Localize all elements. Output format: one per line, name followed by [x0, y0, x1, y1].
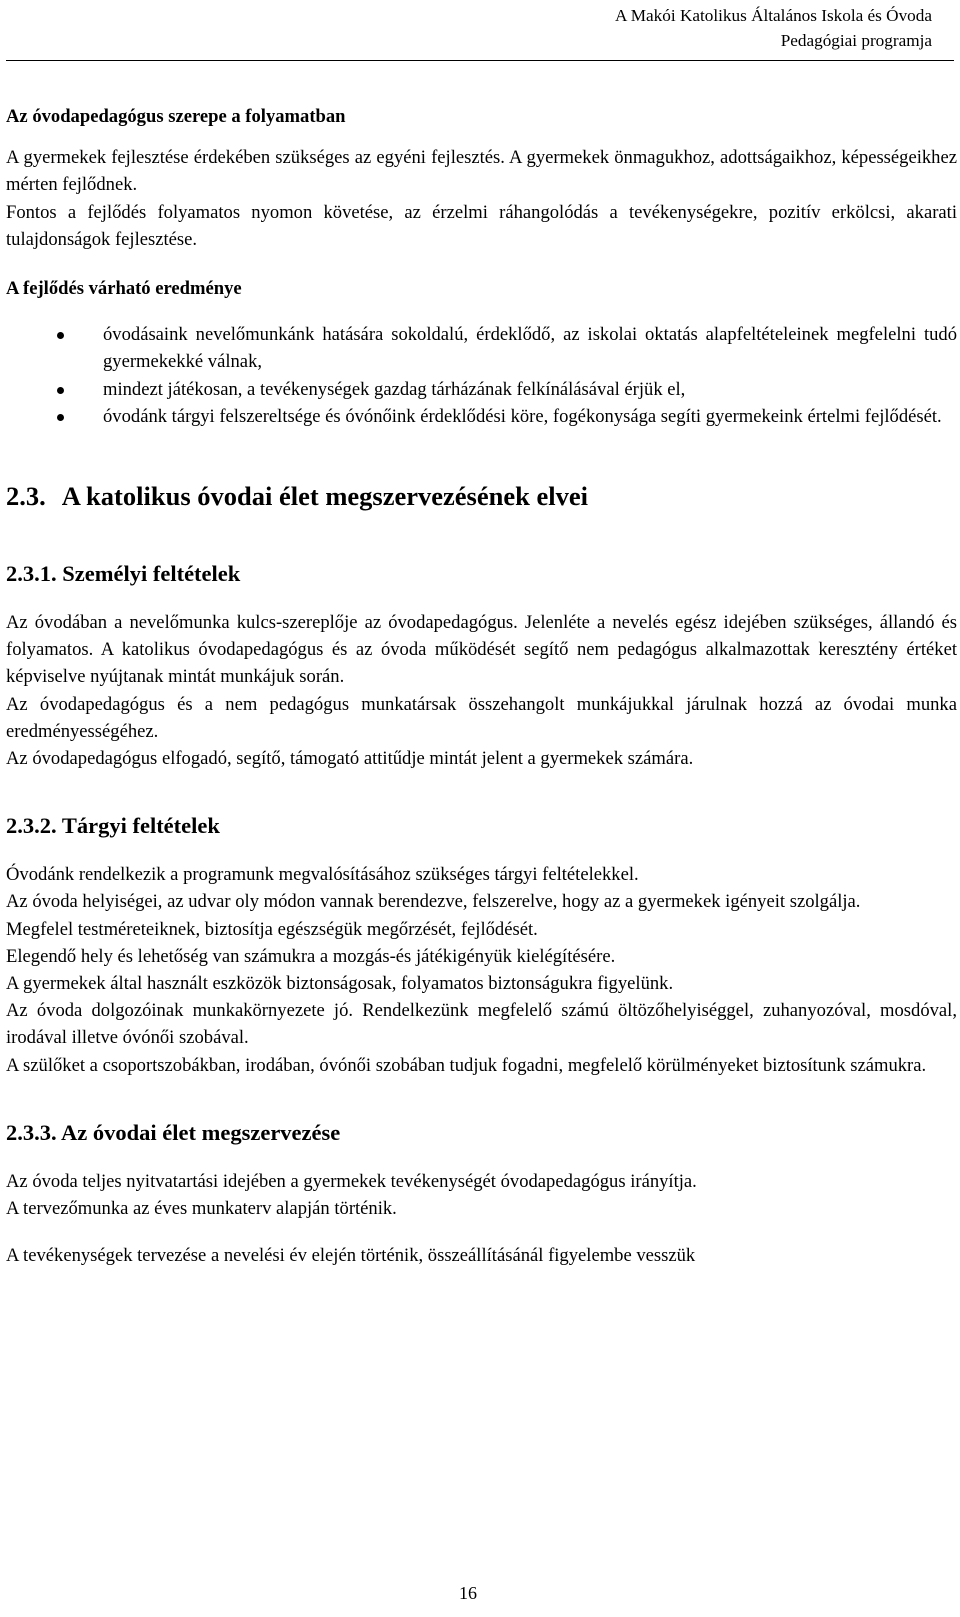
subsection-title: Személyi feltételek — [62, 561, 241, 587]
bullet-icon — [57, 387, 64, 394]
material-paragraph-1: Óvodánk rendelkezik a programunk megvalósításához szükséges tárgyi feltételekkel. — [6, 864, 639, 886]
material-paragraph-3: Megfelel testméreteiknek, biztosítja egészségük megőrzését, fejlődését. — [6, 918, 538, 940]
material-paragraph-5: A gyermekek által használt eszközök biztonságosak, folyamatos biztonságukra figyelünk. — [6, 973, 674, 995]
list-item-text: mindezt játékosan, a tevékenységek gazdag tárházának felkínálásával érjük el, — [103, 378, 686, 400]
list-item-text: óvodásaink nevelőmunkánk hatására sokoldalú, érdeklődő, az iskolai oktatás alapfeltételeinek megfelelni tudó gyermekekké válnak, — [103, 324, 957, 373]
section-title: A katolikus óvodai élet megszervezésének elvei — [61, 481, 588, 512]
page-number: 16 — [459, 1583, 477, 1603]
material-paragraph-6: Az óvoda dolgozóinak munkakörnyezete jó. Rendelkezünk megfelelő számú öltözőhelyiséggel, zuhanyozóval, mosdóval, irodával illetve óvónői szobával. — [6, 1000, 957, 1049]
page-header — [615, 3, 932, 53]
subsection-title: Az óvodai élet megszervezése — [61, 1119, 341, 1145]
subsection-number: 2.3.2. — [6, 813, 57, 839]
header-school-name: A Makói Katolikus Általános Iskola és Óvoda — [615, 6, 932, 25]
subsection-heading-material — [6, 811, 957, 841]
material-paragraph-2: Az óvoda helyiségei, az udvar oly módon vannak berendezve, felszerelve, hogy az a gyermekek igényeit szolgálja. — [6, 891, 861, 913]
bullet-icon — [57, 414, 64, 421]
role-paragraph-2: Fontos a fejlődés folyamatos nyomon követése, az érzelmi ráhangolódás a tevékenységekre, pozitív erkölcsi, akarati tulajdonságok fejlesztése. — [6, 201, 957, 250]
list-item — [6, 376, 957, 403]
personal-paragraph-2: Az óvodapedagógus és a nem pedagógus munkatársak összehangolt munkájukkal járulnak hozzá az óvodai munka eredményességéhez. — [6, 693, 957, 742]
organization-paragraph-1: Az óvoda teljes nyitvatartási idejében a gyermekek tevékenységét óvodapedagógus irányítja. — [6, 1170, 697, 1192]
section-heading — [6, 480, 957, 512]
bullet-icon — [57, 332, 64, 339]
material-paragraph-4: Elegendő hely és lehetőség van számukra a mozgás-és játékigényük kielégítésére. — [6, 945, 616, 967]
material-paragraph-7: A szülőket a csoportszobákban, irodában, óvónői szobában tudjuk fogadni, megfelelő körülményeket biztosítunk számukra. — [6, 1054, 927, 1076]
subsection-number: 2.3.3. — [6, 1119, 57, 1145]
list-item — [6, 403, 957, 430]
personal-paragraph-3: Az óvodapedagógus elfogadó, segítő, támogató attitűdje mintát jelent a gyermekek számára. — [6, 748, 694, 770]
subsection-heading-personal — [6, 559, 957, 589]
organization-paragraph-2: A tervezőmunka az éves munkaterv alapján történik. — [6, 1198, 397, 1220]
role-paragraph-1: A gyermekek fejlesztése érdekében szükséges az egyéni fejlesztés. A gyermekek önmagukhoz, adottságaikhoz, képességeikhez mérten fejlődnek. — [6, 147, 957, 196]
personal-paragraph-1: Az óvodában a nevelőmunka kulcs-szereplője az óvodapedagógus. Jelenléte a nevelés egész idejében szükséges, állandó és folyamatos. A katolikus óvodapedagógus és az óvoda működését segítő nem pedagógus alkalmazottak keresztény értéket képviselve nyújtanak mintát munkájuk során. — [6, 612, 957, 688]
role-heading: Az óvodapedagógus szerepe a folyamatban — [6, 106, 346, 127]
section-number: 2.3. — [6, 481, 46, 512]
list-item — [6, 321, 957, 375]
page-body — [6, 103, 957, 1269]
subsection-heading-organization — [6, 1118, 957, 1148]
subsection-title: Tárgyi feltételek — [61, 813, 220, 839]
list-item-text: óvodánk tárgyi felszereltsége és óvónőink érdeklődési köre, fogékonysága segíti gyermekeink értelmi fejlődését. — [103, 405, 942, 427]
results-list — [6, 321, 957, 430]
header-document-title: Pedagógiai programja — [780, 31, 932, 50]
organization-paragraph-3: A tevékenységek tervezése a nevelési év elején történik, összeállításánál figyelembe vesszük — [6, 1245, 696, 1267]
subsection-number: 2.3.1. — [6, 561, 57, 587]
header-divider — [6, 60, 954, 61]
results-heading: A fejlődés várható eredménye — [6, 278, 242, 300]
